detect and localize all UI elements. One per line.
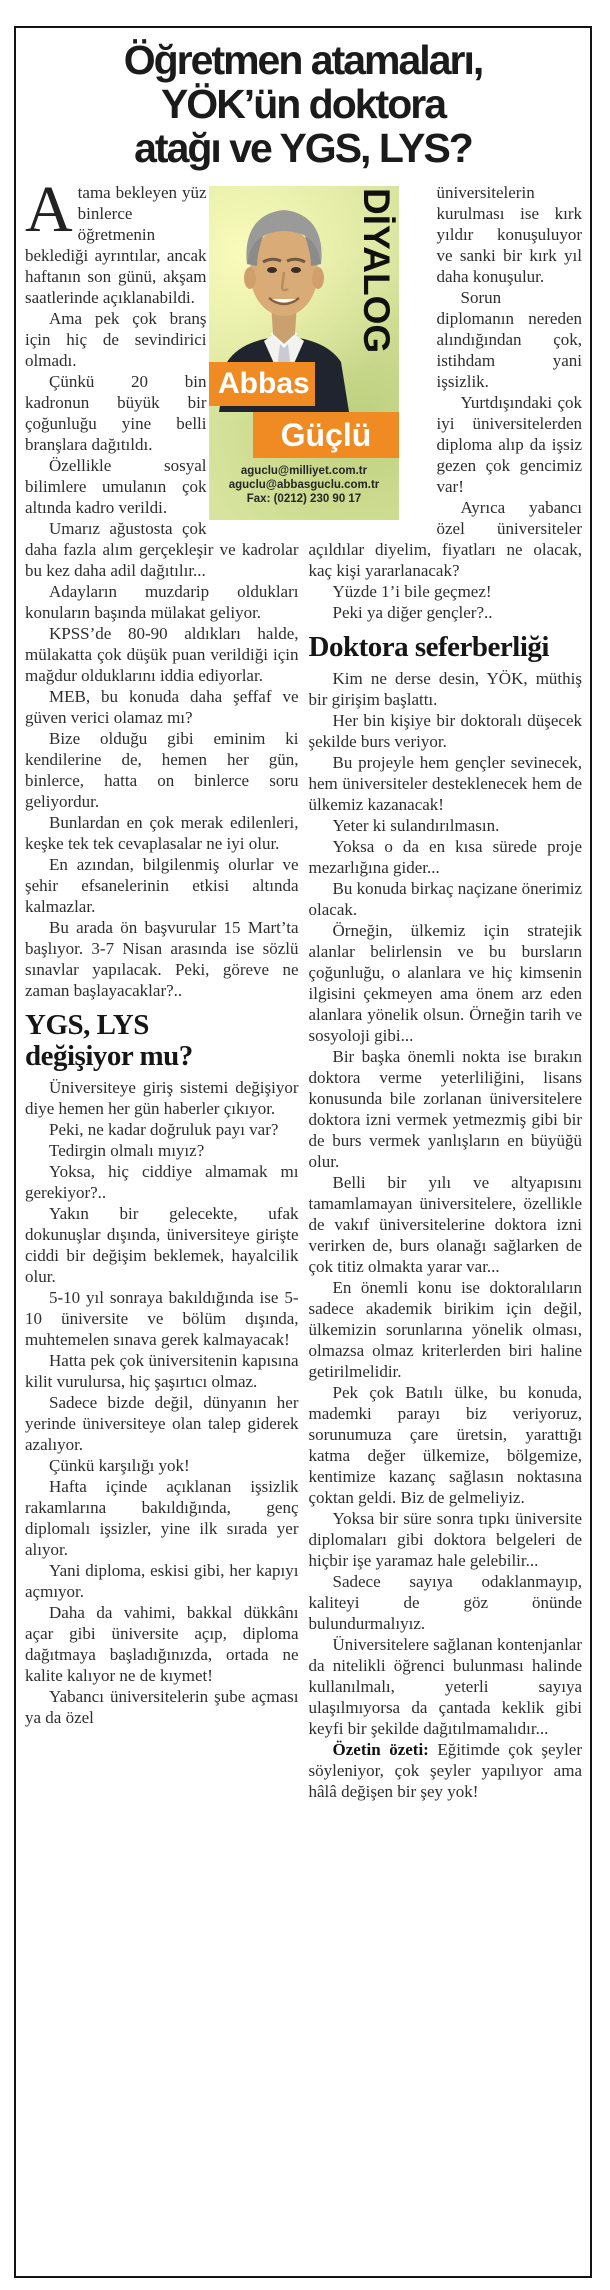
paragraph: 5-10 yıl sonraya bakıldığında ise 5-10 üniversite ve bölüm dışında, muhtemelen sınava gerek kalmayacak! bbox=[25, 1288, 299, 1349]
paragraph: Sadece bizde değil, dünyanın her yerinde üniversiteye olan talep giderek azalıyor. bbox=[25, 1393, 299, 1454]
paragraph: Adayların muzdarip oldukları konuların başında mülakat geliyor. bbox=[25, 582, 299, 622]
paragraph: En azından, bilgilenmiş olurlar ve şehir efsanelerinin etkisi altında kalmazlar. bbox=[25, 855, 299, 916]
paragraph: Örneğin, ülkemiz için stratejik alanlar belirlensin ve bu bursların çoğunluğu, o alanlara ve hiç kimsenin ilgisini çekmeyen ama önem arz eden alanlara yönelik olsun. Örneğin tarih ve sosyoloji gibi... bbox=[308, 921, 582, 1045]
paragraph: Bunlardan en çok merak edilenleri, keşke tek tek cevaplasalar ne iyi olur. bbox=[25, 813, 299, 853]
paragraph: Her bin kişiye bir doktoralı düşecek şekilde burs veriyor. bbox=[308, 711, 582, 751]
paragraph: Yakın bir gelecekte, ufak dokunuşlar dışında, üniversiteye girişte ciddi bir değişim beklemek, hayalcilik olur. bbox=[25, 1204, 299, 1286]
left-column-paragraphs-2 bbox=[25, 1077, 299, 1728]
columnist-contact-block bbox=[209, 464, 399, 506]
summary-label: Özetin özeti: bbox=[332, 1740, 429, 1759]
paragraph: Bu projeyle hem gençler sevinecek, hem üniversiteler desteklenecek hem de ülkemiz kazanacak! bbox=[308, 753, 582, 814]
subhead-ygs-lys: YGS, LYS değişiyor mu? bbox=[25, 1009, 193, 1072]
paragraph: Hafta içinde açıklanan işsizlik rakamlarına bakıldığında, genç diplomalı işsizler, yine ilk sırada yer alıyor. bbox=[25, 1477, 299, 1559]
paragraph: Yoksa o da en kısa sürede proje mezarlığına gider... bbox=[308, 837, 582, 877]
paragraph: Bu konuda birkaç naçizane önerimiz olacak. bbox=[308, 879, 582, 919]
article-frame bbox=[14, 26, 592, 2278]
paragraph: En önemli konu ise doktoralıların sadece akademik birikim için değil, ülkemizin sorunlarına yönelik olması, olmazsa olmaz kriterlerden biri haline getirilmelidir. bbox=[308, 1278, 582, 1381]
paragraph: Sadece sayıya odaklanmayıp, kaliteyi de göz önünde bulundurmalıyız. bbox=[308, 1572, 582, 1633]
paragraph: Yabancı üniversitelerin şube açması ya da özel bbox=[25, 1687, 299, 1727]
paragraph: Ama pek çok branş için hiç de sevindirici olmadı. bbox=[25, 309, 207, 370]
paragraph: Peki, ne kadar doğruluk payı var? bbox=[49, 1120, 279, 1139]
intro-paragraph-text: tama bekleyen yüz binlerce öğretmenin beklediği ayrıntılar, ancak haftanın son günü, akşam saatlerinde açıklanabildi. bbox=[25, 183, 207, 307]
summary-text: Eğitimde çok şeyler söyleniyor, çok şeyler yapılıyor ama hâlâ değişen bir şey yok! bbox=[308, 1740, 582, 1801]
paragraph: Bize olduğu gibi eminim ki kendilerine de, hemen her gün, binlerce, hatta on binlerce soru geliyordur. bbox=[25, 729, 299, 811]
columnist-first-name-banner: Abbas bbox=[209, 362, 315, 406]
paragraph: Bir başka önemli nokta ise bırakın doktora verme yeterliliğini, lisans konusunda bile zorlanan üniversitelere doktora izni vermek yetmezmiş gibi bir de burs vermek yanlışların en büyüğü olur. bbox=[308, 1047, 582, 1171]
columnist-fax: Fax: (0212) 230 90 17 bbox=[246, 493, 362, 505]
paragraph: Tedirgin olmalı mıyız? bbox=[49, 1141, 205, 1160]
paragraph: Yüzde 1’i bile geçmez! bbox=[332, 582, 492, 601]
right-column-paragraphs-2 bbox=[309, 668, 583, 1739]
columnist-email-2: aguclu@abbasguclu.com.tr bbox=[228, 479, 380, 491]
columnist-email-1: aguclu@milliyet.com.tr bbox=[240, 465, 368, 477]
paragraph: Pek çok Batılı ülke, bu konuda, mademki parayı biz veriyoruz, sorunumuza çare üretsin, yarattığı katma değer ülkemize, bölgemize, kentimize kazanç sağlasın noktasına çoktan geldi. Biz de gelmeliyiz. bbox=[308, 1383, 582, 1507]
paragraph: KPSS’de 80-90 aldıkları halde, mülakatta çok düşük puan verildiği için mağdur olduklarını iddia ediyorlar. bbox=[25, 624, 299, 685]
paragraph: Belli bir yılı ve altyapısını tamamlamayan üniversitelere, özellikle de vakıf üniversitelerine doktora izni verirken de, burs olanağı sağlarken de çok titiz olmakta yarar var... bbox=[308, 1173, 582, 1276]
paragraph: Yoksa bir süre sonra tıpkı üniversite diplomaları gibi doktora belgeleri de hiçbir işe yaramaz hale gelebilir... bbox=[308, 1509, 582, 1570]
paragraph: Kim ne derse desin, YÖK, müthiş bir girişim başlattı. bbox=[308, 669, 582, 709]
paragraph: Sorun diplomanın nereden alındığından çok, istihdam yani işsizlik. bbox=[436, 288, 582, 391]
paragraph: Üniversiteye giriş sistemi değişiyor diye hemen her gün haberler çıkıyor. bbox=[25, 1078, 299, 1118]
paragraph: Peki ya diğer gençler?.. bbox=[332, 603, 493, 622]
headline-line-3: atağı ve YGS, LYS? bbox=[134, 125, 472, 171]
headline-line-1: Öğretmen atamaları, bbox=[123, 37, 483, 83]
paragraph: Yurtdışındaki çok iyi üniversitelerden diploma alıp da işsiz gezen çok gencimiz var! bbox=[436, 393, 582, 496]
subhead-doktora: Doktora seferberliği bbox=[308, 631, 549, 663]
paragraph: Daha da vahimi, bakkal dükkânı açar gibi üniversite açıp, diploma dağıtmaya başladığınızda, ortada ne kalite kalıyor ne de kıymet! bbox=[25, 1603, 299, 1685]
paragraph: Bu arada ön başvurular 15 Mart’ta başlıyor. 3-7 Nisan arasında ise sözlü sınavlar yapılacak. Peki, göreve ne zaman başlayacaklar?.. bbox=[25, 918, 299, 1000]
summary-paragraph bbox=[309, 1739, 583, 1802]
paragraph: Yeter ki sulandırılmasın. bbox=[332, 816, 500, 835]
article-body bbox=[16, 173, 590, 1802]
paragraph: Çünkü karşılığı yok! bbox=[49, 1456, 190, 1475]
paragraph: Hatta pek çok üniversitenin kapısına kilit vurulursa, hiç şaşırtıcı olmaz. bbox=[25, 1351, 299, 1391]
paragraph: Üniversitelere sağlanan kontenjanlar da nitelikli öğrenci bulunması halinde kullanılmalı, yeterli sayıya ulaşılmıyorsa da çantada keklik gibi keyfi bir şekilde dağıtılmamalıdır... bbox=[308, 1635, 582, 1738]
paragraph: Özellikle sosyal bilimlere umulanın çok altında kadro verildi. bbox=[25, 456, 207, 517]
columnist-last-name-banner: Güçlü bbox=[253, 412, 399, 458]
columnist-photo-block bbox=[209, 186, 399, 520]
dropcap-letter: A bbox=[25, 173, 73, 246]
continuation-paragraph: üniversitelerin kurulması ise kırk yıldır konuşuluyor ve sanki bir kırk yıl daha konuşulur. bbox=[436, 183, 582, 286]
paragraph: Umarız ağustosta çok daha fazla alım gerçekleşir ve kadrolar bu kez daha adil dağıtılır... bbox=[25, 519, 299, 580]
article-headline bbox=[16, 28, 590, 176]
paragraph: Ayrıca yabancı özel üniversiteler açıldılar diyelim, fiyatları ne olacak, kaç kişi yararlanacak? bbox=[308, 498, 582, 580]
column-vertical-title: DİYALOG bbox=[356, 188, 397, 354]
paragraph: Yoksa, hiç ciddiye almamak mı gerekiyor?.. bbox=[25, 1162, 299, 1202]
paragraph: MEB, bu konuda daha şeffaf ve güven verici olamaz mı? bbox=[25, 687, 299, 727]
headline-line-2: YÖK’ün doktora bbox=[160, 81, 446, 127]
paragraph: Çünkü 20 bin kadronun büyük bir çoğunluğu yine belli branşlara dağıtıldı. bbox=[25, 372, 207, 454]
paragraph: Yani diploma, eskisi gibi, her kapıyı açmıyor. bbox=[25, 1561, 299, 1601]
